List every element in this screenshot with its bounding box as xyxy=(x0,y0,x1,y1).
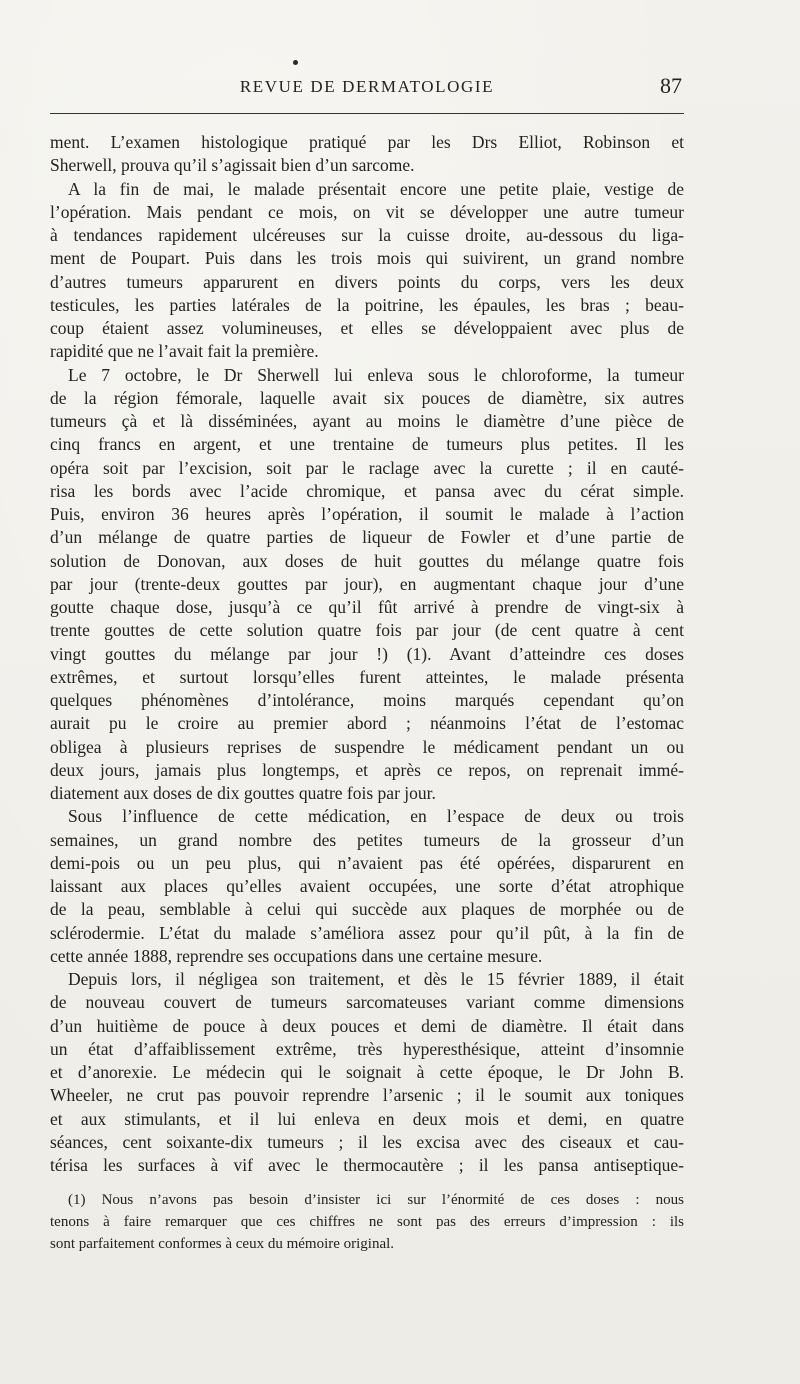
text-line: Depuis lors, il négligea son traitement, et dès le 15 février 1889, il était xyxy=(68,969,684,989)
text-line: testicules, les parties latérales de la poitrine, les épaules, les bras ; beau- xyxy=(50,294,684,315)
text-line: Le 7 octobre, le Dr Sherwell lui enleva sous le chloroforme, la tumeur xyxy=(68,364,684,385)
text-line: térisa les surfaces à vif avec le thermocautère ; il les pansa antiseptique- xyxy=(50,1155,684,1175)
text-line: séances, cent soixante-dix tumeurs ; il les excisa avec des ciseaux et cau- xyxy=(50,1131,684,1152)
text-line: à tendances rapidement ulcéreuses sur la cuisse droite, au-dessous du liga- xyxy=(50,225,684,245)
text-line: semaines, un grand nombre des petites tumeurs de la grosseur d’un xyxy=(50,829,684,850)
text-line: extrêmes, et surtout lorsqu’elles furent atteintes, le malade présenta xyxy=(50,666,684,687)
text-line: Puis, environ 36 heures après l’opération, il soumit le malade à l’action xyxy=(50,504,684,524)
footnote-line: tenons à faire remarquer que ces chiffres ne sont pas des erreurs d’impression : ils xyxy=(50,1214,684,1230)
text-line: vingt gouttes du mélange par jour !) (1). Avant d’atteindre ces doses xyxy=(50,643,684,664)
text-line: diatement aux doses de dix gouttes quatre fois par jour. xyxy=(50,783,436,803)
text-line: rapidité que ne l’avait fait la première. xyxy=(50,341,319,362)
footnote xyxy=(50,1189,684,1255)
footnote-line: sont parfaitement conformes à ceux du mémoire original. xyxy=(50,1236,395,1252)
text-line: demi-pois ou un peu plus, qui n’avaient pas été opérées, disparurent en xyxy=(50,852,684,873)
body-text xyxy=(50,131,684,1177)
text-line: sclérodermie. L’état du malade s’améliora assez pour qu’il pût, à la fin de xyxy=(50,922,684,943)
text-line: goutte chaque dose, jusqu’à ce qu’il fût arrivé à prendre de vingt-six à xyxy=(50,597,684,617)
text-line: et aux stimulants, et il lui enleva en deux mois et demi, en quatre xyxy=(50,1108,684,1129)
text-line: ment de Poupart. Puis dans les trois mois qui suivirent, un grand nombre xyxy=(50,248,684,269)
footnote-line: (1) Nous n’avons pas besoin d’insister ici sur l’énormité de ces doses : nous xyxy=(68,1192,684,1208)
text-line: laissant aux places qu’elles avaient occupées, une sorte d’état atrophique xyxy=(50,876,684,896)
page-number: 87 xyxy=(660,73,682,98)
text-line: solution de Donovan, aux doses de huit gouttes du mélange quatre fois xyxy=(50,550,684,571)
text-line: de la région fémorale, laquelle avait six pouces de diamètre, six autres xyxy=(50,387,684,408)
text-line: Sherwell, prouva qu’il s’agissait bien d’un sarcome. xyxy=(50,155,415,176)
text-line: Sous l’influence de cette médication, en l’espace de deux ou trois xyxy=(68,806,684,827)
text-line: ment. L’examen histologique pratiqué par les Drs Elliot, Robinson et xyxy=(50,132,684,152)
text-line: A la fin de mai, le malade présentait encore une petite plaie, vestige de xyxy=(68,178,684,199)
text-line: quelques phénomènes d’intolérance, moins marqués cependant qu’on xyxy=(50,690,684,710)
running-title: REVUE DE DERMATOLOGIE xyxy=(239,77,495,96)
text-line: d’un huitième de pouce à deux pouces et demi de diamètre. Il était dans xyxy=(50,1015,684,1036)
text-line: tumeurs çà et là disséminées, ayant au moins le diamètre d’une pièce de xyxy=(50,411,684,431)
printer-mark xyxy=(293,60,298,65)
text-line: par jour (trente-deux gouttes par jour), en augmentant chaque jour d’une xyxy=(50,573,684,594)
text-line: cinq francs en argent, et une trentaine de tumeurs plus petites. Il les xyxy=(50,434,684,455)
text-line: coup étaient assez volumineuses, et elles se développaient avec plus de xyxy=(50,318,684,338)
text-line: d’un mélange de quatre parties de liqueur de Fowler et d’une partie de xyxy=(50,527,684,548)
text-line: trente gouttes de cette solution quatre fois par jour (de cent quatre à cent xyxy=(50,620,684,641)
text-line: de la peau, semblable à celui qui succède aux plaques de morphée ou de xyxy=(50,899,684,920)
text-line: et d’anorexie. Le médecin qui le soignait à cette époque, le Dr John B. xyxy=(50,1062,684,1082)
text-line: risa les bords avec l’acide chromique, et pansa avec du cérat simple. xyxy=(50,480,684,501)
text-line: l’opération. Mais pendant ce mois, on vit se développer une autre tumeur xyxy=(50,201,684,222)
text-line: d’autres tumeurs apparurent en divers points du corps, vers les deux xyxy=(50,271,684,292)
text-line: Wheeler, ne crut pas pouvoir reprendre l’arsenic ; il le soumit aux toniques xyxy=(50,1085,684,1106)
text-line: opéra soit par l’excision, soit par le raclage avec la curette ; il en cauté- xyxy=(50,457,684,478)
running-head xyxy=(50,73,684,103)
header-rule xyxy=(50,113,684,114)
text-line: deux jours, jamais plus longtemps, et après ce repos, on reprenait immé- xyxy=(50,759,684,780)
text-line: aurait pu le croire au premier abord ; néanmoins l’état de l’estomac xyxy=(50,713,684,734)
text-line: un état d’affaiblissement extrême, très hyperesthésique, atteint d’insomnie xyxy=(50,1038,684,1059)
text-line: de nouveau couvert de tumeurs sarcomateuses variant comme dimensions xyxy=(50,992,684,1013)
text-line: obligea à plusieurs reprises de suspendre le médicament pendant un ou xyxy=(50,736,684,757)
text-line: cette année 1888, reprendre ses occupations dans une certaine mesure. xyxy=(50,945,543,966)
